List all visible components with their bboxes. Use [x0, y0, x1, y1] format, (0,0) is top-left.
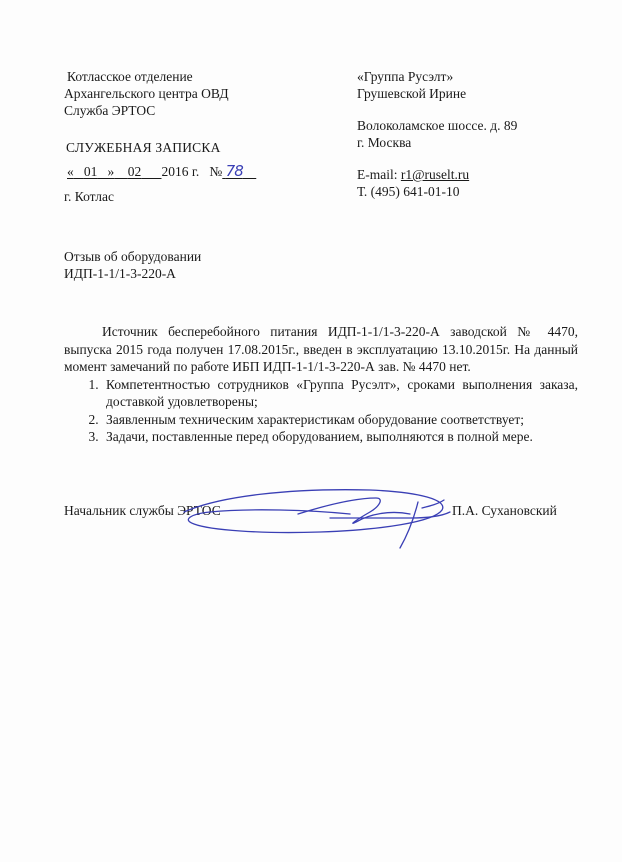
- memo-number-field: [222, 164, 256, 179]
- date-year: 2016 г.: [161, 164, 200, 179]
- recipient-phone: Т. (495) 641-01-10: [357, 184, 460, 199]
- recipient-company: «Группа Русэлт»: [357, 69, 454, 84]
- findings-list: [64, 376, 578, 446]
- date-day-field: [64, 164, 162, 179]
- subject-line-2: ИДП-1-1/1-3-220-А: [64, 266, 176, 281]
- memo-number-label: №: [209, 164, 223, 179]
- memo-title: СЛУЖЕБНАЯ ЗАПИСКА: [66, 140, 221, 155]
- recipient-email-line: [357, 166, 517, 183]
- list-item: 3. Задачи, поставленные перед оборудованием, выполняются в полной мере.: [102, 428, 578, 446]
- memo-date-line: [64, 163, 256, 180]
- email-label: E-mail:: [357, 167, 401, 182]
- sender-department: Котласское отделение: [67, 69, 193, 84]
- date-month: 02: [127, 164, 142, 179]
- recipient-block: [357, 68, 517, 200]
- memo-body: [64, 323, 578, 446]
- subject-block: [64, 248, 201, 282]
- subject-line-1: Отзыв об оборудовании: [64, 249, 202, 264]
- sender-block: [64, 68, 229, 119]
- recipient-person: Грушевской Ирине: [357, 86, 467, 101]
- memo-city: г. Котлас: [64, 189, 114, 204]
- signer-role: Начальник службы ЭРТОС: [64, 503, 221, 518]
- body-paragraph: Источник бесперебойного питания ИДП-1-1/1-3-220-А заводской № 4470, выпуска 2015 года получен 17.08.2015г., введен в эксплуатацию 13.10.2015г. На данный момент замечаний по работе ИБП ИДП-1-1/1-3-220-А зав. № 4470 нет.: [64, 324, 578, 374]
- recipient-address: Волоколамское шоссе. д. 89: [357, 118, 518, 133]
- sender-service: Служба ЭРТОС: [64, 103, 156, 118]
- list-item: 1. Компетентностью сотрудников «Группа Русэлт», сроками выполнения заказа, доставкой удовлетворены;: [102, 376, 578, 411]
- email-link[interactable]: r1@ruselt.ru: [400, 167, 470, 182]
- sender-center: Архангельского центра ОВД: [64, 86, 229, 101]
- memo-number-handwritten: 78: [225, 162, 243, 180]
- handwritten-signature: [180, 478, 460, 558]
- date-close-quote: »: [107, 164, 115, 179]
- recipient-city: г. Москва: [357, 135, 412, 150]
- signer-name: П.А. Сухановский: [452, 503, 557, 518]
- list-item: 2. Заявленным техническим характеристикам оборудование соответствует;: [102, 411, 578, 429]
- date-open-quote: «: [67, 164, 74, 179]
- date-day: 01: [83, 164, 98, 179]
